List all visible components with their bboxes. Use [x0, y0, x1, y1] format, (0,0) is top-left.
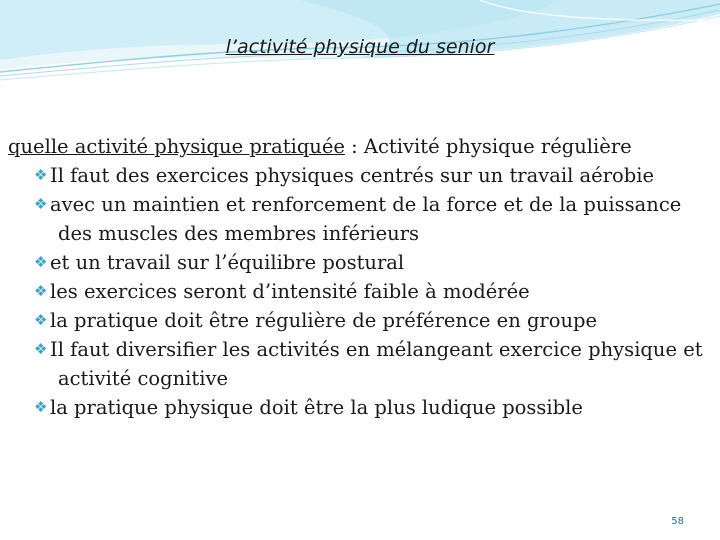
- list-item: [8, 277, 708, 306]
- list-item: [8, 393, 708, 422]
- bullet-text: Il faut des exercices physiques centrés sur un travail aérobie: [50, 164, 655, 187]
- intro-line: [8, 132, 708, 161]
- list-item: [8, 248, 708, 277]
- list-item: [8, 161, 708, 190]
- page-number: 58: [671, 516, 684, 527]
- intro-label: quelle activité physique pratiquée: [8, 135, 345, 158]
- list-item: [8, 190, 708, 248]
- intro-text: : Activité physique régulière: [344, 135, 632, 158]
- bullet-text: Il faut diversifier les activités en mélangeant exercice physique et activité cognitive: [50, 338, 703, 390]
- bullet-text: et un travail sur l’équilibre postural: [50, 251, 405, 274]
- diamond-bullet-icon: ❖: [34, 311, 48, 329]
- bullet-text: les exercices seront d’intensité faible à modérée: [50, 280, 530, 303]
- bullet-text: la pratique doit être régulière de préférence en groupe: [50, 309, 598, 332]
- diamond-bullet-icon: ❖: [34, 195, 48, 213]
- diamond-bullet-icon: ❖: [34, 253, 48, 271]
- list-item: [8, 335, 708, 393]
- bullet-text: avec un maintien et renforcement de la force et de la puissance des muscles des membres inférieurs: [50, 193, 682, 245]
- diamond-bullet-icon: ❖: [34, 282, 48, 300]
- bullet-list: [8, 161, 708, 422]
- diamond-bullet-icon: ❖: [34, 166, 48, 184]
- bullet-text: la pratique physique doit être la plus ludique possible: [50, 396, 583, 419]
- slide-body: [8, 132, 708, 422]
- diamond-bullet-icon: ❖: [34, 398, 48, 416]
- list-item: [8, 306, 708, 335]
- diamond-bullet-icon: ❖: [34, 340, 48, 358]
- slide-title: l’activité physique du senior: [225, 36, 495, 58]
